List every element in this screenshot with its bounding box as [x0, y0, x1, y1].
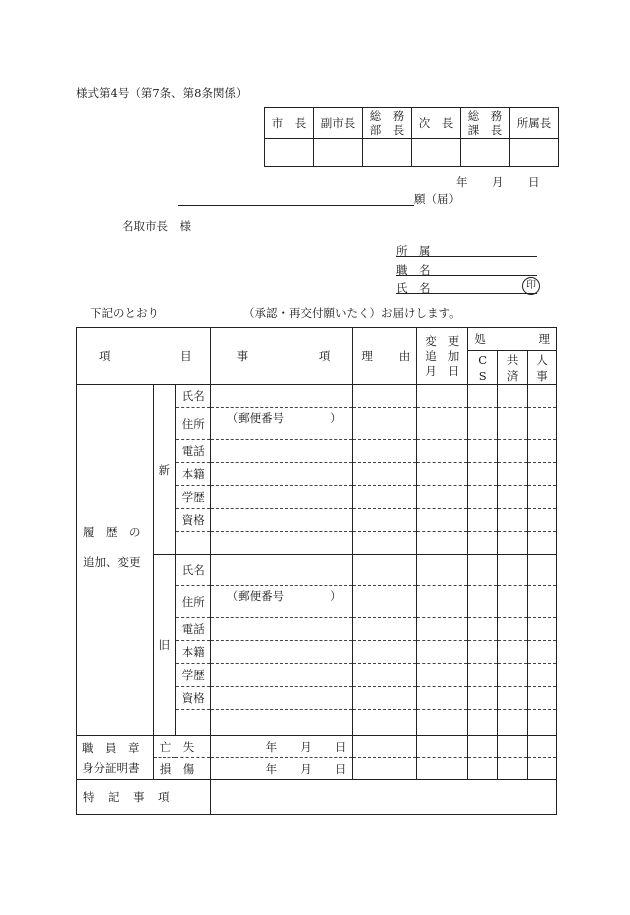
- cell[interactable]: [210, 532, 353, 555]
- cell[interactable]: [468, 532, 498, 555]
- damaged-date[interactable]: 年 月 日: [210, 758, 353, 780]
- cell[interactable]: [498, 385, 528, 408]
- cell[interactable]: [528, 687, 557, 710]
- cell[interactable]: [528, 618, 557, 641]
- cell[interactable]: [353, 736, 417, 758]
- cell[interactable]: [498, 555, 528, 586]
- cell[interactable]: [528, 555, 557, 586]
- cell[interactable]: [210, 486, 353, 509]
- cell[interactable]: [353, 509, 417, 532]
- cell[interactable]: [528, 440, 557, 463]
- cell[interactable]: [468, 440, 498, 463]
- cell[interactable]: [528, 758, 557, 780]
- request-suffix: 願（届）: [414, 192, 460, 206]
- new-address-label: 住所: [175, 408, 210, 440]
- old-address-value[interactable]: （郵便番号 ）: [210, 586, 353, 618]
- new-education-label: 学歴: [175, 486, 210, 509]
- cell[interactable]: [498, 664, 528, 687]
- cell[interactable]: [210, 555, 353, 586]
- approval-stamp-table: [264, 107, 559, 167]
- cell[interactable]: [353, 463, 417, 486]
- cell[interactable]: [468, 758, 498, 780]
- old-name-label: 氏名: [175, 555, 210, 586]
- new-name-label: 氏名: [175, 385, 210, 408]
- cell[interactable]: [468, 618, 498, 641]
- cell[interactable]: [498, 486, 528, 509]
- header-matter: 事 項: [210, 328, 353, 385]
- cell[interactable]: [417, 532, 468, 555]
- damaged-label: 損 傷: [153, 758, 210, 780]
- header-reason: 理 由: [353, 328, 417, 385]
- old-extra-label: [175, 710, 210, 733]
- cell[interactable]: [417, 687, 468, 710]
- main-form-table: [76, 327, 557, 815]
- approval-department-head: 所属長: [510, 108, 559, 139]
- date-month: 月: [492, 175, 504, 189]
- old-domicile-label: 本籍: [175, 641, 210, 664]
- cell[interactable]: [498, 532, 528, 555]
- addressee: 名取市長 様: [122, 219, 191, 233]
- cell[interactable]: [210, 710, 353, 733]
- header-cs: C S: [468, 351, 498, 385]
- approval-general-affairs-director: 総 務 部 長: [363, 108, 412, 139]
- cell[interactable]: [417, 641, 468, 664]
- cell[interactable]: [353, 440, 417, 463]
- cell[interactable]: [468, 736, 498, 758]
- new-address-value[interactable]: （郵便番号 ）: [210, 408, 353, 440]
- cell[interactable]: [417, 664, 468, 687]
- cell[interactable]: [498, 736, 528, 758]
- cell[interactable]: [528, 641, 557, 664]
- cell[interactable]: [353, 618, 417, 641]
- applicant-name-label: 氏 名: [396, 281, 431, 295]
- cell[interactable]: [498, 758, 528, 780]
- cell[interactable]: [498, 463, 528, 486]
- old-qualification-label: 資格: [175, 687, 210, 710]
- remarks-field[interactable]: [210, 780, 556, 815]
- new-label: 新: [153, 385, 175, 555]
- cell[interactable]: [468, 509, 498, 532]
- cell[interactable]: [353, 385, 417, 408]
- lost-date[interactable]: 年 月 日: [210, 736, 353, 758]
- cell[interactable]: [353, 408, 417, 440]
- cell[interactable]: [528, 710, 557, 733]
- old-address-label: 住所: [175, 586, 210, 618]
- cell[interactable]: [210, 687, 353, 710]
- cell[interactable]: [210, 618, 353, 641]
- cell[interactable]: [528, 385, 557, 408]
- cell[interactable]: [417, 509, 468, 532]
- cell[interactable]: [528, 463, 557, 486]
- approval-general-affairs-section-chief: 総 務 課 長: [461, 108, 510, 139]
- applicant-position-field[interactable]: [396, 262, 537, 276]
- old-label: 旧: [153, 555, 175, 736]
- cell[interactable]: [353, 687, 417, 710]
- cell[interactable]: [528, 664, 557, 687]
- badge-label: 職 員 章 身分証明書: [77, 736, 154, 780]
- stamp-box[interactable]: [363, 139, 412, 167]
- cell[interactable]: [417, 710, 468, 733]
- cell[interactable]: [498, 586, 528, 618]
- cell[interactable]: [210, 440, 353, 463]
- cell[interactable]: [498, 408, 528, 440]
- approval-deputy-director: 次 長: [412, 108, 461, 139]
- intro-prefix: 下記のとおり: [90, 306, 159, 320]
- old-phone-label: 電話: [175, 618, 210, 641]
- new-qualification-label: 資格: [175, 509, 210, 532]
- cell[interactable]: [210, 664, 353, 687]
- cell[interactable]: [468, 586, 498, 618]
- applicant-name-field[interactable]: [396, 280, 537, 294]
- cell[interactable]: [417, 736, 468, 758]
- cell[interactable]: [417, 758, 468, 780]
- stamp-box[interactable]: [314, 139, 363, 167]
- header-processing: 処 理: [468, 328, 557, 351]
- approval-mayor: 市 長: [265, 108, 314, 139]
- cell[interactable]: [468, 408, 498, 440]
- cell[interactable]: [468, 641, 498, 664]
- cell[interactable]: [528, 736, 557, 758]
- intro-suffix: （承認・再交付願いたく）お届けします。: [243, 306, 461, 320]
- stamp-box[interactable]: [265, 139, 314, 167]
- date-day: 日: [528, 175, 540, 189]
- cell[interactable]: [528, 408, 557, 440]
- cell[interactable]: [528, 486, 557, 509]
- cell[interactable]: [353, 532, 417, 555]
- cell[interactable]: [498, 509, 528, 532]
- cell[interactable]: [417, 586, 468, 618]
- cell[interactable]: [353, 555, 417, 586]
- form-title: 様式第4号（第7条、第8条関係）: [76, 86, 248, 100]
- cell[interactable]: [417, 463, 468, 486]
- cell[interactable]: [353, 710, 417, 733]
- cell[interactable]: [498, 687, 528, 710]
- stamp-box[interactable]: [461, 139, 510, 167]
- applicant-position-label: 職 名: [396, 263, 431, 277]
- date-year: 年: [456, 175, 468, 189]
- stamp-box[interactable]: [412, 139, 461, 167]
- cell[interactable]: [498, 440, 528, 463]
- cell[interactable]: [210, 509, 353, 532]
- cell[interactable]: [498, 618, 528, 641]
- cell[interactable]: [468, 385, 498, 408]
- cell[interactable]: [528, 532, 557, 555]
- lost-label: 亡 失: [153, 736, 210, 758]
- cell[interactable]: [210, 463, 353, 486]
- seal-mark: 印: [522, 277, 540, 295]
- new-phone-label: 電話: [175, 440, 210, 463]
- cell[interactable]: [353, 486, 417, 509]
- cell[interactable]: [498, 710, 528, 733]
- applicant-affiliation-label: 所 属: [396, 244, 431, 258]
- applicant-affiliation-field[interactable]: [396, 243, 537, 257]
- cell[interactable]: [468, 664, 498, 687]
- approval-deputy-mayor: 副市長: [314, 108, 363, 139]
- cell[interactable]: [417, 486, 468, 509]
- cell[interactable]: [417, 555, 468, 586]
- cell[interactable]: [417, 618, 468, 641]
- cell[interactable]: [468, 710, 498, 733]
- cell[interactable]: [528, 509, 557, 532]
- remarks-label: 特 記 事 項: [77, 780, 211, 815]
- cell[interactable]: [353, 758, 417, 780]
- cell[interactable]: [417, 440, 468, 463]
- header-jinji: 人 事: [528, 351, 557, 385]
- old-education-label: 学歴: [175, 664, 210, 687]
- cell[interactable]: [468, 463, 498, 486]
- cell[interactable]: [210, 641, 353, 664]
- cell[interactable]: [498, 641, 528, 664]
- new-extra-label: [175, 532, 210, 555]
- cell[interactable]: [353, 641, 417, 664]
- header-kyosai: 共 済: [498, 351, 528, 385]
- cell[interactable]: [417, 385, 468, 408]
- cell[interactable]: [210, 385, 353, 408]
- header-change-date: 変 更 追 加 月 日: [417, 328, 468, 385]
- history-label: 履 歴 の 追加、変更: [77, 385, 154, 736]
- cell[interactable]: [468, 486, 498, 509]
- cell[interactable]: [468, 555, 498, 586]
- cell[interactable]: [353, 664, 417, 687]
- header-item: 項 目: [77, 328, 211, 385]
- cell[interactable]: [528, 586, 557, 618]
- cell[interactable]: [417, 408, 468, 440]
- stamp-box[interactable]: [510, 139, 559, 167]
- request-title-blank[interactable]: [178, 190, 414, 206]
- cell[interactable]: [468, 687, 498, 710]
- cell[interactable]: [353, 586, 417, 618]
- new-domicile-label: 本籍: [175, 463, 210, 486]
